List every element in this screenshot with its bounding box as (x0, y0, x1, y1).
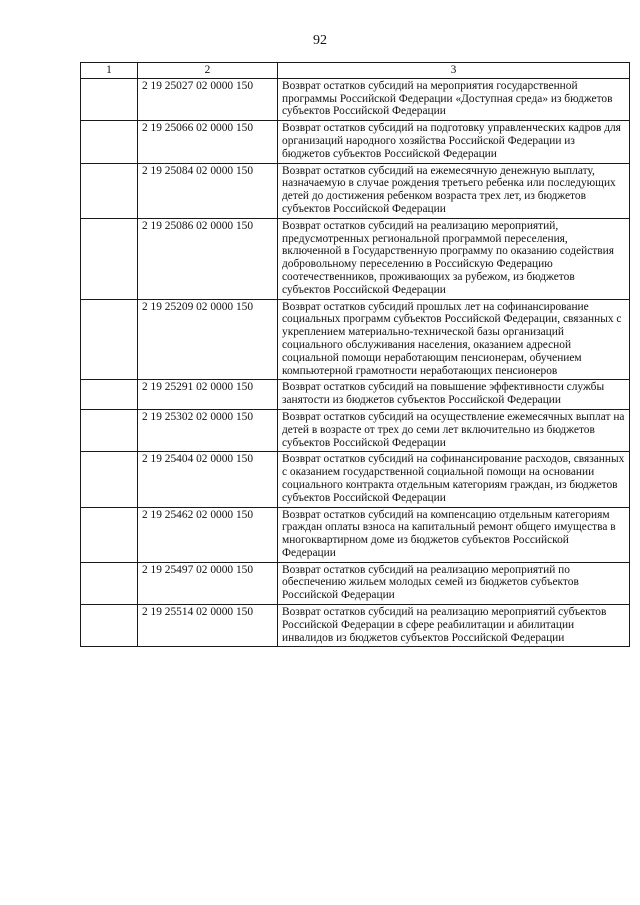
table-header (81, 63, 630, 79)
column-header-3: 3 (278, 63, 630, 79)
row-col1-cell (81, 163, 138, 218)
row-col1-cell (81, 605, 138, 647)
description-cell: Возврат остатков субсидий на ежемесячную денежную выплату, назначаемую в случае рождения третьего ребенка или последующих детей до достижения ребенком возраста трех лет, из бюджетов субъектов Российской Федерации (278, 163, 630, 218)
row-col1-cell (81, 121, 138, 163)
table-row (81, 562, 630, 604)
row-col1-cell (81, 452, 138, 507)
row-col1-cell (81, 380, 138, 410)
row-col1-cell (81, 562, 138, 604)
table-row (81, 299, 630, 380)
table-row (81, 218, 630, 299)
budget-code-cell: 2 19 25066 02 0000 150 (138, 121, 278, 163)
column-header-2: 2 (138, 63, 278, 79)
row-col1-cell (81, 507, 138, 562)
budget-code-cell: 2 19 25086 02 0000 150 (138, 218, 278, 299)
budget-code-cell: 2 19 25209 02 0000 150 (138, 299, 278, 380)
row-col1-cell (81, 299, 138, 380)
table-row (81, 452, 630, 507)
description-cell: Возврат остатков субсидий на повышение эффективности службы занятости из бюджетов субъектов Российской Федерации (278, 380, 630, 410)
table-row (81, 121, 630, 163)
table-row (81, 380, 630, 410)
table-body (81, 78, 630, 647)
table-row (81, 78, 630, 120)
budget-code-cell: 2 19 25404 02 0000 150 (138, 452, 278, 507)
description-cell: Возврат остатков субсидий на реализацию мероприятий, предусмотренных региональной программой переселения, включенной в Государственную программу по оказанию содействия добровольному переселению в Российскую Федерацию соотечественников, проживающих за рубежом, из бюджетов субъектов Российской Федерации (278, 218, 630, 299)
budget-code-cell: 2 19 25291 02 0000 150 (138, 380, 278, 410)
page-number: 92 (313, 33, 327, 48)
budget-code-table (80, 62, 630, 647)
table-row (81, 507, 630, 562)
description-cell: Возврат остатков субсидий на реализацию мероприятий по обеспечению жильем молодых семей из бюджетов субъектов Российской Федерации (278, 562, 630, 604)
description-cell: Возврат остатков субсидий на мероприятия государственной программы Российской Федерации «Доступная среда» из бюджетов субъектов Российской Федерации (278, 78, 630, 120)
budget-code-cell: 2 19 25084 02 0000 150 (138, 163, 278, 218)
row-col1-cell (81, 78, 138, 120)
description-cell: Возврат остатков субсидий на компенсацию отдельным категориям граждан оплаты взноса на капитальный ремонт общего имущества в многоквартирном доме из бюджетов субъектов Российской Федерации (278, 507, 630, 562)
budget-code-cell: 2 19 25514 02 0000 150 (138, 605, 278, 647)
column-header-1: 1 (81, 63, 138, 79)
budget-code-cell: 2 19 25027 02 0000 150 (138, 78, 278, 120)
budget-code-cell: 2 19 25497 02 0000 150 (138, 562, 278, 604)
budget-code-cell: 2 19 25302 02 0000 150 (138, 409, 278, 451)
table-row (81, 163, 630, 218)
description-cell: Возврат остатков субсидий на реализацию мероприятий субъектов Российской Федерации в сфере реабилитации и абилитации инвалидов из бюджетов субъектов Российской Федерации (278, 605, 630, 647)
description-cell: Возврат остатков субсидий прошлых лет на софинансирование социальных программ субъектов Российской Федерации, связанных с укреплением материально-технической базы организаций социального обслуживания населения, оказанием адресной социальной помощи неработающим пенсионерам, обучением компьютерной грамотности неработающих пенсионеров (278, 299, 630, 380)
description-cell: Возврат остатков субсидий на подготовку управленческих кадров для организаций народного хозяйства Российской Федерации из бюджетов субъектов Российской Федерации (278, 121, 630, 163)
row-col1-cell (81, 409, 138, 451)
description-cell: Возврат остатков субсидий на софинансирование расходов, связанных с оказанием государственной социальной помощи на основании социального контракта отдельным категориям граждан, из бюджетов субъектов Российской Федерации (278, 452, 630, 507)
table-row (81, 409, 630, 451)
description-cell: Возврат остатков субсидий на осуществление ежемесячных выплат на детей в возрасте от трех до семи лет включительно из бюджетов субъектов Российской Федерации (278, 409, 630, 451)
table-header-row (81, 63, 630, 79)
row-col1-cell (81, 218, 138, 299)
budget-code-cell: 2 19 25462 02 0000 150 (138, 507, 278, 562)
table-row (81, 605, 630, 647)
